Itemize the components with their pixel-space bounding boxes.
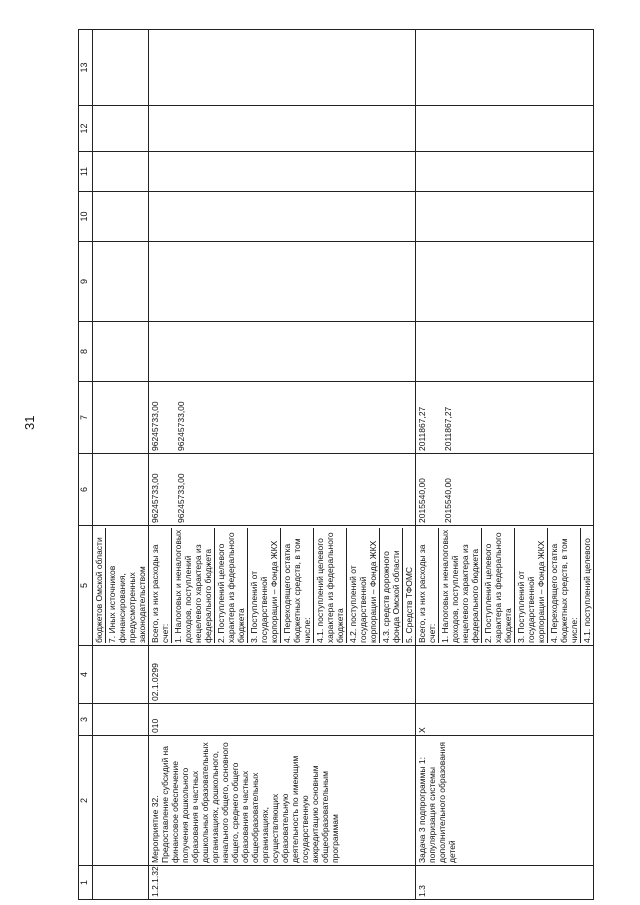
row-code: 1.3 [416, 866, 594, 900]
row-code: 1.2.1.32 [149, 866, 416, 900]
row-column-4 [416, 646, 594, 704]
funding-source-line: 2. Поступлений целевого характера из федерального бюджета [482, 528, 515, 643]
funding-source-line: 1. Налоговых и неналоговых доходов, поступлений нецелевого характера из федерального бюджета [173, 529, 213, 643]
column-header: 3 [79, 704, 93, 736]
row-description: Задача 3 подпрограммы 1: популяризация системы дополнительного образования детей [416, 736, 594, 866]
funding-source-cell [416, 526, 594, 646]
funding-source-line: 4. Переходящего остатка бюджетных средств, в том числе: [281, 528, 314, 643]
column-header: 4 [79, 646, 93, 704]
funding-source-line: 4.1. поступлений целевого [582, 538, 592, 643]
funding-source-line: бюджетов Омской области [93, 528, 106, 643]
funding-source-line: 4. Переходящего остатка бюджетных средств, в том числе: [548, 528, 581, 643]
amount-line-1: 2011867,27 [443, 406, 453, 451]
funding-source-line: 4.3. средств дорожного фонда Омской области [380, 528, 403, 643]
column-header: 9 [79, 242, 93, 322]
funding-source-line: 5. Средств ТФОМС [404, 566, 414, 643]
amount-total: 2011867,27 [417, 406, 427, 451]
row-column-6 [149, 454, 416, 526]
page-number: 31 [22, 415, 37, 430]
table-row-continuation [93, 30, 149, 900]
row-column-3: 010 [149, 704, 416, 736]
row-column-4: 02.1.0299 [149, 646, 416, 704]
amount-total: 96245733,00 [150, 401, 160, 451]
column-header: 1 [79, 866, 93, 900]
row-column-3: X [416, 704, 594, 736]
amount-total: 96245733,00 [150, 473, 160, 523]
column-number-header [79, 30, 93, 900]
funding-source-line: Всего, из них расходы за счет: [149, 528, 172, 643]
funding-source-line: 3. Поступлений от государственной корпорации – Фонда ЖКХ [248, 528, 281, 643]
table-row [416, 30, 594, 900]
funding-source-line: Всего, из них расходы за счет: [416, 528, 439, 643]
budget-table-sheet [78, 30, 638, 900]
column-header: 5 [79, 526, 93, 646]
amount-line-1: 2015540,00 [443, 478, 453, 523]
funding-source-cell [149, 526, 416, 646]
row-description: Мероприятие 32. Предоставление субсидий на финансовое обеспечение получения дошкольного образования в частных дошкольных образовательных организациях, дошкольного, начального общего, основного общего, среднего общего образования в частных общеобразовательных организациях, осуществляющих образовательную деятельность по имеющим государственную аккредитацию основным общеобразовательным программам [149, 736, 416, 866]
funding-source-line: 7. Иных источников финансирования, предусмотренных законодательством [107, 565, 147, 643]
budget-table [78, 29, 594, 900]
column-header: 7 [79, 382, 93, 454]
funding-source-line: 1. Налоговых и неналоговых доходов, поступлений нецелевого характера из федерального бюджета [440, 529, 480, 643]
column-header: 13 [79, 30, 93, 106]
column-header: 2 [79, 736, 93, 866]
column-header: 8 [79, 322, 93, 382]
table-row [149, 30, 416, 900]
column-header: 6 [79, 454, 93, 526]
row-column-7 [416, 382, 594, 454]
column-header: 12 [79, 106, 93, 152]
amount-line-1: 96245733,00 [176, 401, 186, 451]
funding-source-cell [93, 526, 149, 646]
row-column-6 [416, 454, 594, 526]
funding-source-line: 4.2. поступлений от государственной корпорации – Фонда ЖКХ [347, 528, 380, 643]
amount-total: 2015540,00 [417, 478, 427, 523]
row-column-7 [149, 382, 416, 454]
column-header: 11 [79, 152, 93, 192]
funding-source-line: 2. Поступлений целевого характера из федерального бюджета [215, 528, 248, 643]
column-header: 10 [79, 192, 93, 242]
amount-line-1: 96245733,00 [176, 473, 186, 523]
funding-source-line: 4.1. поступлений целевого характера из федерального бюджета [314, 528, 347, 643]
funding-source-line: 3. Поступлений от государственной корпорации – Фонда ЖКХ [515, 528, 548, 643]
